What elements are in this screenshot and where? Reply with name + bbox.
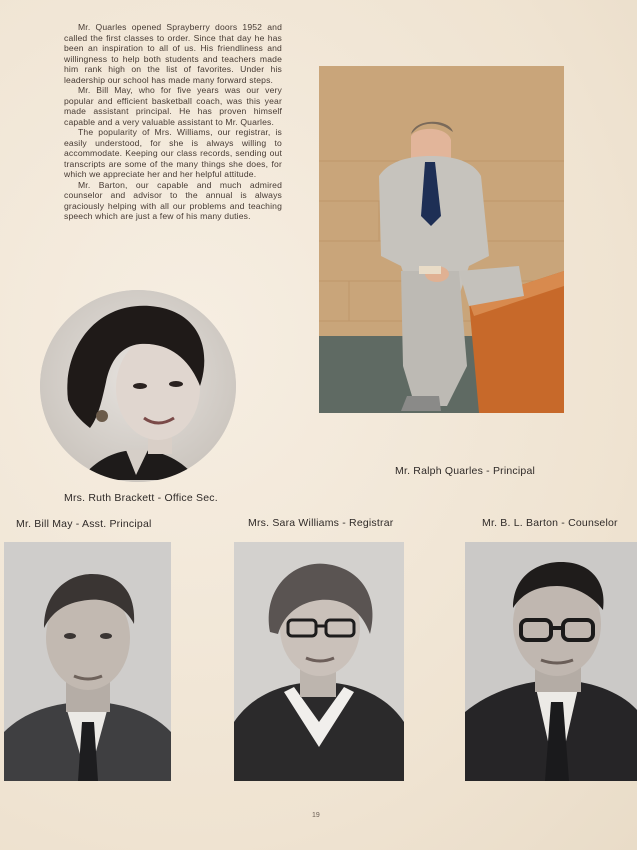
- portrait-barton-image: [465, 542, 637, 781]
- caption-brackett: Mrs. Ruth Brackett - Office Sec.: [64, 492, 218, 504]
- portrait-quarles: [319, 66, 564, 413]
- paragraph-barton: Mr. Barton, our capable and much admired counselor and advisor to the annual is always graciously helping with all our problems and teaching speech which are just a few of his many duties.: [64, 179, 282, 221]
- caption-quarles: Mr. Ralph Quarles - Principal: [395, 465, 536, 477]
- portrait-quarles-image: [319, 66, 564, 413]
- portrait-may-image: [4, 542, 171, 781]
- caption-barton: Mr. B. L. Barton - Counselor: [482, 517, 618, 529]
- portrait-williams: [234, 542, 404, 781]
- portrait-barton: [465, 542, 637, 781]
- portrait-brackett: [40, 290, 236, 482]
- paragraph-quarles: Mr. Quarles opened Sprayberry doors 1952 and called the first classes to order. Since that day he has been an inspiration to all of us. His friendliness and willingness to help both students and teachers made him rank high on the list of favorites. Under his leadership our school has made many forward steps.: [64, 22, 282, 85]
- article-text: [64, 22, 282, 222]
- portrait-may: [4, 542, 171, 781]
- portrait-williams-image: [234, 542, 404, 781]
- portrait-brackett-image: [40, 290, 236, 482]
- caption-may: Mr. Bill May - Asst. Principal: [16, 518, 152, 530]
- caption-williams: Mrs. Sara Williams - Registrar: [248, 517, 394, 529]
- paragraph-may: Mr. Bill May, who for five years was our very popular and efficient basketball coach, was this year made assistant principal. He has proven himself capable and a very valuable assistant to Mr. Quarles.: [64, 85, 282, 127]
- page-number: 19: [312, 812, 320, 819]
- paragraph-williams: The popularity of Mrs. Williams, our registrar, is easily understood, for she is always willing to accommodate. Keeping our class records, sending out transcripts are some of the many things she does, for which we appreciate her and her helpful attitude.: [64, 127, 282, 179]
